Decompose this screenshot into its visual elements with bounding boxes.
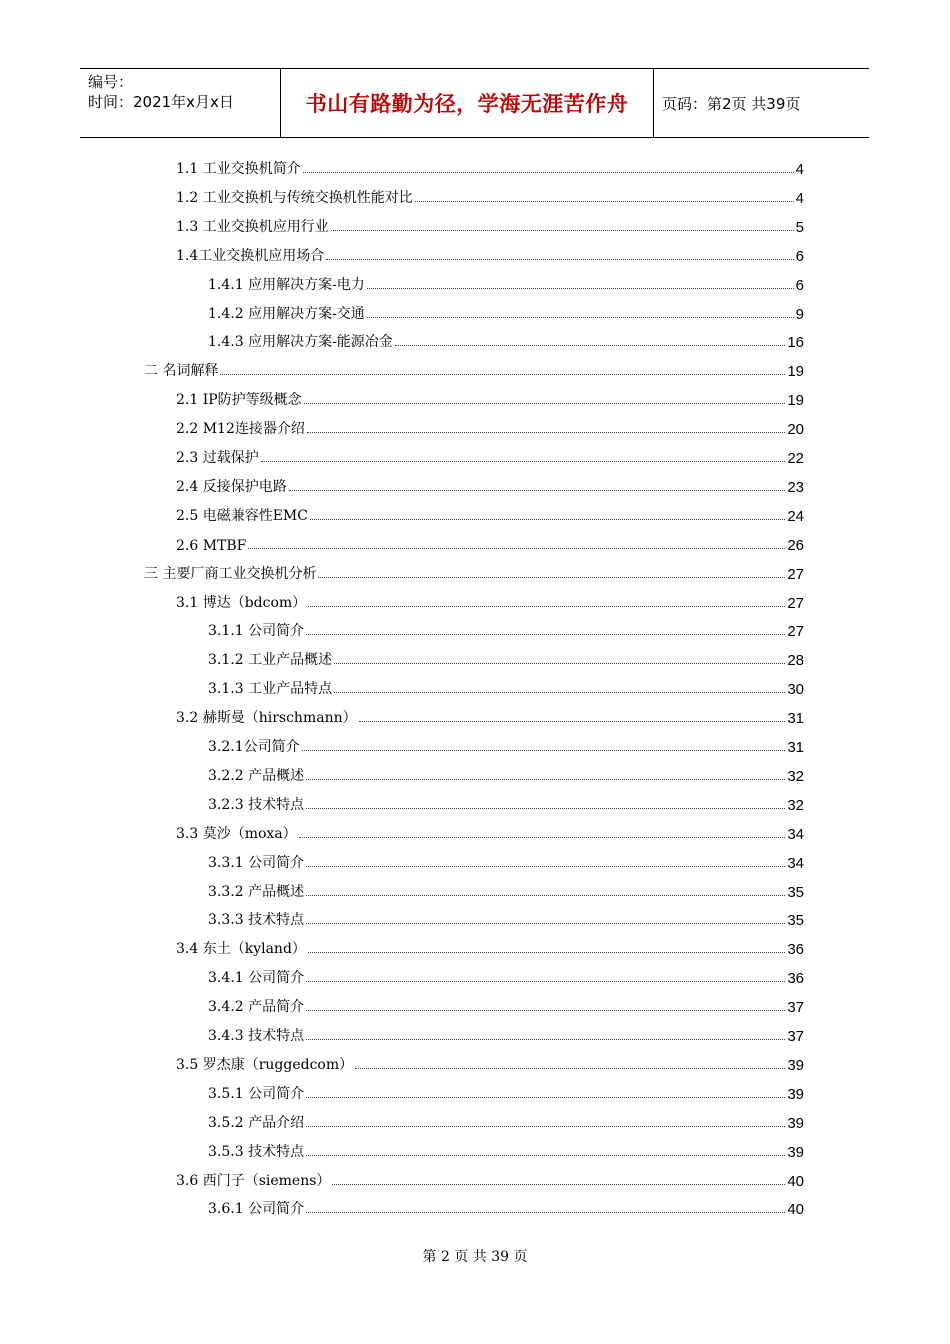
toc-entry-title: 3.1.3 工业产品特点	[208, 681, 333, 698]
header-meta	[80, 69, 280, 137]
toc-entry[interactable]	[208, 674, 804, 698]
toc-dot-leader	[326, 258, 793, 260]
toc-dot-leader	[220, 373, 785, 375]
toc-entry[interactable]	[208, 877, 804, 901]
toc-entry-page: 4	[795, 189, 804, 207]
toc-entry-title: 2.3 过载保护	[176, 450, 259, 466]
toc-entry-title: 3.5.3 技术特点	[208, 1143, 305, 1160]
toc-entry[interactable]	[176, 154, 804, 178]
toc-entry-title: 二 名词解释	[144, 363, 219, 380]
toc-entry-page: 39	[787, 1056, 804, 1074]
toc-dot-leader	[306, 778, 785, 780]
toc-entry-page: 35	[787, 883, 804, 901]
toc-entry-page: 23	[787, 478, 804, 496]
toc-entry-title: 3.2.2 产品概述	[208, 767, 305, 784]
toc-entry-title: 3.3 莫沙（moxa）	[176, 825, 297, 842]
toc-entry[interactable]	[176, 241, 804, 265]
toc-entry-title: 2.5 电磁兼容性EMC	[176, 507, 308, 524]
toc-entry[interactable]	[208, 1079, 804, 1103]
toc-entry[interactable]	[208, 1137, 804, 1161]
toc-dot-leader	[367, 287, 794, 289]
toc-dot-leader	[306, 1125, 785, 1127]
motto-text: 书山有路勤为径，学海无涯苦作舟	[305, 92, 629, 116]
toc-dot-leader	[415, 200, 794, 202]
toc-dot-leader	[308, 605, 785, 607]
toc-entry[interactable]	[208, 992, 804, 1016]
toc-entry[interactable]	[208, 905, 804, 929]
toc-entry-page: 34	[787, 854, 804, 872]
toc-dot-leader	[367, 316, 794, 318]
toc-entry-title: 3.4.1 公司简介	[208, 970, 305, 987]
toc-entry[interactable]	[176, 472, 804, 496]
toc-entry-page: 16	[787, 334, 804, 352]
toc-entry[interactable]	[176, 414, 804, 438]
serial-label: 编号：	[88, 73, 134, 91]
toc-entry[interactable]	[208, 299, 804, 323]
toc-entry-page: 5	[795, 218, 804, 236]
toc-entry-title: 1.4.2 应用解决方案-交通	[208, 305, 365, 322]
toc-entry[interactable]	[176, 501, 804, 525]
toc-dot-leader	[302, 749, 786, 751]
toc-entry[interactable]	[176, 385, 804, 409]
toc-entry[interactable]	[208, 645, 804, 669]
toc-entry-page: 27	[787, 623, 804, 641]
toc-dot-leader	[395, 344, 786, 346]
toc-dot-leader	[334, 691, 785, 693]
toc-entry[interactable]	[176, 703, 804, 727]
toc-dot-leader	[248, 547, 785, 549]
toc-entry-page: 20	[787, 421, 804, 439]
toc-entry-title: 3.4.2 产品简介	[208, 999, 305, 1016]
toc-entry[interactable]	[208, 270, 804, 294]
toc-entry-title: 2.2 M12连接器介绍	[176, 421, 305, 438]
toc-entry-page: 31	[787, 739, 804, 756]
toc-entry-page: 6	[795, 276, 804, 294]
toc-dot-leader	[306, 1211, 785, 1213]
toc-entry-page: 37	[787, 1028, 804, 1045]
toc-dot-leader	[331, 229, 794, 231]
toc-entry[interactable]	[208, 1108, 804, 1132]
toc-entry-page: 39	[787, 1114, 804, 1132]
toc-entry-page: 19	[787, 363, 804, 381]
toc-entry-title: 1.2 工业交换机与传统交换机性能对比	[176, 189, 413, 206]
toc-dot-leader	[306, 1096, 785, 1098]
toc-entry[interactable]	[144, 559, 804, 583]
toc-entry[interactable]	[208, 1021, 804, 1045]
toc-dot-leader	[306, 865, 785, 867]
toc-entry-title: 1.4.3 应用解决方案-能源冶金	[208, 334, 393, 351]
toc-entry-page: 32	[787, 767, 804, 785]
toc-entry-page: 34	[787, 825, 804, 843]
toc-entry-title: 3.3.2 产品概述	[208, 883, 305, 900]
page-info: 页码：第2页 共39页	[662, 94, 801, 113]
toc-entry-title: 2.1 IP防护等级概念	[176, 392, 302, 409]
toc-dot-leader	[310, 518, 785, 520]
toc-entry-page: 31	[787, 710, 804, 728]
toc-entry-page: 40	[787, 1172, 804, 1190]
toc-dot-leader	[289, 489, 786, 491]
toc-entry-title: 3.5 罗杰康（ruggedcom）	[176, 1056, 354, 1073]
toc-dot-leader	[307, 431, 785, 433]
toc-entry-title: 3.3.1 公司简介	[208, 854, 305, 871]
toc-entry-title: 1.4工业交换机应用场合	[176, 247, 325, 264]
toc-dot-leader	[306, 1009, 785, 1011]
toc-dot-leader	[332, 1183, 785, 1185]
toc-entry-title: 1.4.1 应用解决方案-电力	[208, 276, 365, 293]
toc-entry-page: 24	[787, 507, 804, 525]
time-label: 时间：2021年x月x日	[88, 93, 234, 111]
header-page-cell	[653, 69, 878, 137]
toc-entry[interactable]	[176, 530, 804, 554]
toc-entry[interactable]	[208, 616, 804, 640]
toc-entry-title: 3.6.1 公司简介	[208, 1201, 305, 1218]
toc-entry-page: 35	[787, 912, 804, 930]
toc-entry-page: 22	[787, 450, 804, 467]
toc-entry-title: 3.5.1 公司简介	[208, 1085, 305, 1102]
toc-entry[interactable]	[208, 327, 804, 351]
toc-entry-page: 39	[787, 1143, 804, 1161]
toc-entry-page: 27	[787, 565, 804, 583]
toc-entry-title: 3.1.2 工业产品概述	[208, 652, 333, 669]
toc-entry[interactable]	[144, 356, 804, 380]
toc-entry-title: 1.1 工业交换机简介	[176, 161, 301, 177]
toc-entry-title: 2.4 反接保护电路	[176, 478, 287, 495]
toc-entry-page: 26	[787, 536, 804, 554]
toc-entry-title: 2.6 MTBF	[176, 537, 247, 554]
toc-entry[interactable]	[208, 732, 804, 756]
toc-entry-title: 3.1 博达（bdcom）	[176, 594, 307, 611]
toc-dot-leader	[318, 576, 785, 578]
toc-dot-leader	[308, 951, 785, 953]
toc-entry-title: 3.6 西门子（siemens）	[176, 1172, 331, 1189]
toc-entry[interactable]	[176, 183, 804, 207]
toc-dot-leader	[261, 460, 786, 462]
toc-dot-leader	[359, 720, 786, 722]
toc-entry[interactable]	[208, 1194, 804, 1218]
toc-entry-page: 37	[787, 999, 804, 1017]
toc-entry[interactable]	[208, 963, 804, 987]
toc-dot-leader	[303, 171, 794, 173]
toc-entry-title: 3.2.3 技术特点	[208, 796, 305, 813]
toc-dot-leader	[306, 633, 785, 635]
toc-entry[interactable]	[208, 790, 804, 814]
toc-entry-title: 3.2.1公司简介	[208, 739, 300, 755]
toc-entry-page: 32	[787, 796, 804, 814]
toc-entry-page: 19	[787, 392, 804, 410]
toc-entry-title: 3.1.1 公司简介	[208, 623, 305, 640]
toc-entry-page: 36	[787, 970, 804, 988]
toc-entry-page: 30	[787, 681, 804, 699]
toc-entry-title: 3.4 东土（kyland）	[176, 941, 306, 958]
toc-entry-page: 6	[795, 247, 804, 265]
toc-entry[interactable]	[176, 443, 804, 467]
toc-entry-page: 4	[795, 161, 804, 178]
page-footer: 第 2 页 共 39 页	[422, 1249, 528, 1265]
toc-dot-leader	[299, 836, 786, 838]
toc-dot-leader	[334, 662, 785, 664]
toc-entry-page: 36	[787, 941, 804, 959]
toc-entry-page: 40	[787, 1201, 804, 1219]
toc-dot-leader	[306, 1154, 785, 1156]
page-header	[80, 68, 869, 138]
toc-entry[interactable]	[208, 848, 804, 872]
toc-dot-leader	[306, 980, 785, 982]
toc-entry[interactable]	[176, 934, 804, 958]
toc-dot-leader	[306, 894, 785, 896]
toc-entry-page: 9	[795, 305, 804, 323]
toc-entry-page: 39	[787, 1085, 804, 1103]
toc-entry-title: 1.3 工业交换机应用行业	[176, 218, 329, 235]
header-motto-cell	[280, 69, 654, 137]
toc-dot-leader	[306, 1038, 785, 1040]
toc-entry[interactable]	[176, 1050, 804, 1074]
toc-entry-title: 三 主要厂商工业交换机分析	[144, 565, 317, 582]
toc-entry-title: 3.4.3 技术特点	[208, 1028, 305, 1044]
toc-entry[interactable]	[176, 212, 804, 236]
toc-entry-page: 28	[787, 652, 804, 670]
toc-dot-leader	[355, 1067, 785, 1069]
toc-dot-leader	[304, 402, 786, 404]
toc-entry[interactable]	[176, 1166, 804, 1190]
toc-entry-title: 3.3.3 技术特点	[208, 912, 305, 929]
toc-entry[interactable]	[208, 761, 804, 785]
toc-dot-leader	[306, 922, 785, 924]
toc-entry[interactable]	[176, 588, 804, 612]
toc-entry-title: 3.5.2 产品介绍	[208, 1114, 305, 1131]
toc-entry-page: 27	[787, 594, 804, 612]
toc-entry-title: 3.2 赫斯曼（hirschmann）	[176, 710, 357, 727]
toc-dot-leader	[306, 807, 785, 809]
toc-entry[interactable]	[176, 819, 804, 843]
